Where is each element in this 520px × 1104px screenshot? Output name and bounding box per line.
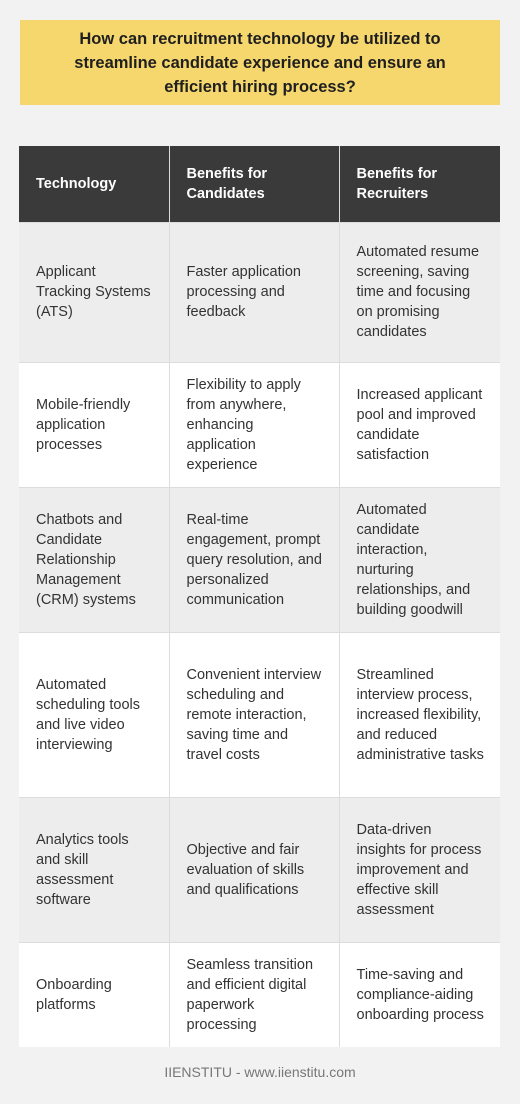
cell-recruiter-benefit: Increased applicant pool and improved candidate satisfaction [339,362,500,487]
cell-technology: Mobile-friendly application processes [19,362,169,487]
table-row [19,487,500,632]
technology-benefits-table [19,146,500,1047]
page-title: How can recruitment technology be utilized to streamline candidate experience and ensure an efficient hiring process? [74,29,446,96]
cell-candidate-benefit: Real-time engagement, prompt query resolution, and personalized communication [169,487,339,632]
header-technology: Technology [19,146,169,222]
header-benefits-candidates: Benefits for Candidates [169,146,339,222]
cell-technology: Analytics tools and skill assessment software [19,797,169,942]
cell-technology: Chatbots and Candidate Relationship Management (CRM) systems [19,487,169,632]
footer-credit: IIENSTITU - www.iienstitu.com [164,1064,356,1080]
cell-recruiter-benefit: Automated candidate interaction, nurturing relationships, and building goodwill [339,487,500,632]
cell-candidate-benefit: Seamless transition and efficient digital paperwork processing [169,942,339,1047]
cell-candidate-benefit: Objective and fair evaluation of skills and qualifications [169,797,339,942]
title-banner [20,20,500,105]
cell-technology: Onboarding platforms [19,942,169,1047]
cell-recruiter-benefit: Time-saving and compliance-aiding onboarding process [339,942,500,1047]
table-row [19,797,500,942]
table-row [19,362,500,487]
cell-recruiter-benefit: Streamlined interview process, increased flexibility, and reduced administrative tasks [339,632,500,797]
cell-technology: Applicant Tracking Systems (ATS) [19,222,169,362]
cell-technology: Automated scheduling tools and live video interviewing [19,632,169,797]
cell-candidate-benefit: Flexibility to apply from anywhere, enhancing application experience [169,362,339,487]
header-benefits-recruiters: Benefits for Recruiters [339,146,500,222]
table-row [19,942,500,1047]
table-row [19,632,500,797]
cell-recruiter-benefit: Data-driven insights for process improvement and effective skill assessment [339,797,500,942]
cell-recruiter-benefit: Automated resume screening, saving time and focusing on promising candidates [339,222,500,362]
cell-candidate-benefit: Convenient interview scheduling and remote interaction, saving time and travel costs [169,632,339,797]
table-header-row [19,146,500,222]
table-row [19,222,500,362]
cell-candidate-benefit: Faster application processing and feedback [169,222,339,362]
